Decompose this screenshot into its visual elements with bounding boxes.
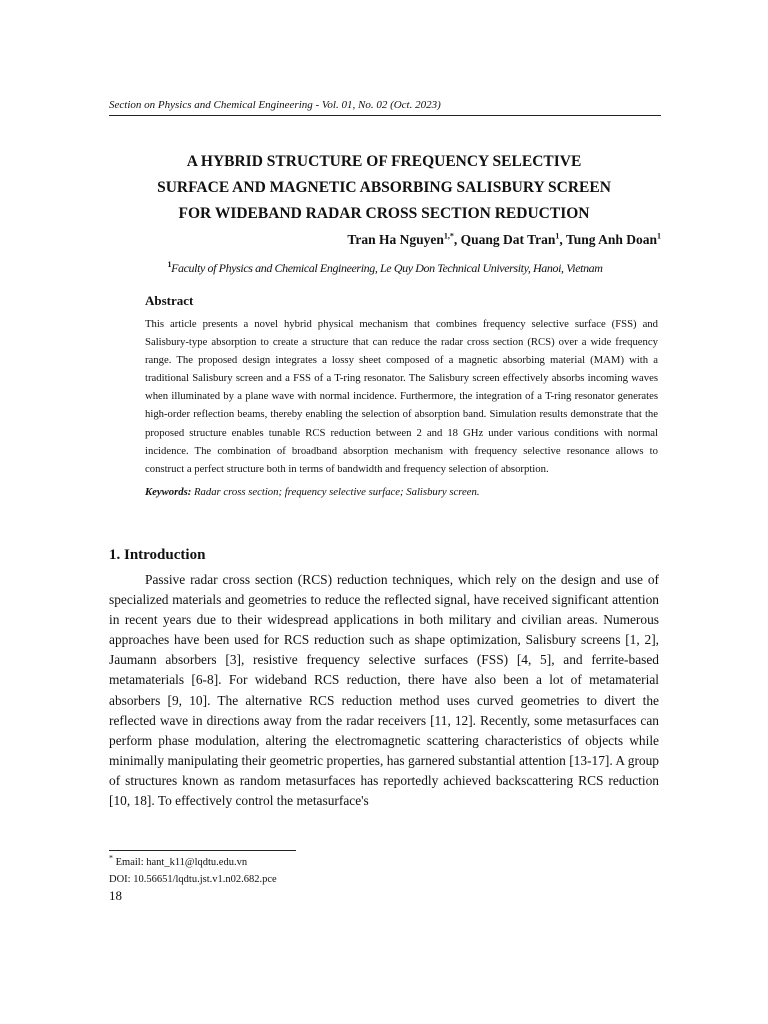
running-head: Section on Physics and Chemical Engineering - Vol. 01, No. 02 (Oct. 2023) bbox=[109, 99, 661, 116]
author-affiliation-mark: 1,* bbox=[443, 231, 454, 241]
footnote-email bbox=[109, 855, 247, 870]
author-list bbox=[109, 231, 661, 249]
footnote-divider bbox=[109, 850, 296, 851]
article-title: A HYBRID STRUCTURE OF FREQUENCY SELECTIVE SURFACE AND MAGNETIC ABSORBING SALISBURY SCREEN FOR WIDEBAND RADAR CROSS SECTION REDUCTION bbox=[157, 153, 611, 222]
introduction-paragraph: Passive radar cross section (RCS) reduction techniques, which rely on the design and use of specialized materials and geometries to reduce the reflected signal, have received significant attention in recent years due to their widespread applications in both military and civilian areas. Numerous approaches have been used for RCS reduction such as shape optimization, Salisbury screens [1, 2], Jaumann absorbers [3], resistive frequency selective surfaces (FSS) [4, 5], and ferrite-based metamaterials [6-8]. For wideband RCS reduction, there have also been a lot of metamaterial absorbers [9, 10]. The alternative RCS reduction method uses curved geometries to divert the reflected wave in directions away from the radar receivers [11, 12]. Recently, some metasurfaces can perform phase modulation, altering the electromagnetic scattering characteristics of objects while minimally manipulating their geometric properties, has garnered substantial attention [13-17]. A group of structures known as random metasurfaces has reportedly achieved backscattering RCS reduction [10, 18]. To effectively control the metasurface's bbox=[109, 572, 659, 809]
abstract-text: This article presents a novel hybrid physical mechanism that combines frequency selective surface (FSS) and Salisbury-type absorption to create a structure that can reduce the radar cross section (RCS) over a wide frequency range. The proposed design integrates a lossy sheet composed of a magnetic absorbing material (MAM) with a traditional Salisbury screen and a FSS of a T-ring resonator. The Salisbury screen effectively absorbs incoming waves when illuminated by a plane wave with normal incidence. Furthermore, the integration of a T-ring resonator generates high-order reflection beams, thereby enabling the selection of absorption band. Simulation results demonstrate that the proposed structure enables tunable RCS reduction between 2 and 18 GHz under various conditions with normal incidence. The combination of broadband absorption mechanism with frequency selective resonance allows to construct a perfect structure both in terms of bandwidth and frequency selection of absorption. bbox=[145, 318, 658, 475]
affiliation-mark: 1 bbox=[167, 260, 172, 269]
abstract-heading: Abstract bbox=[145, 293, 194, 308]
abstract-section bbox=[145, 293, 658, 500]
keywords-label: Keywords: bbox=[145, 485, 192, 498]
doi: DOI: 10.56651/lqdtu.jst.v1.n02.682.pce bbox=[109, 874, 277, 885]
keywords bbox=[145, 485, 658, 500]
author-name: Quang Dat Tran bbox=[460, 232, 556, 247]
corresponding-email: Email: hant_k11@lqdtu.edu.vn bbox=[115, 857, 248, 868]
affiliation-text: Faculty of Physics and Chemical Engineering, Le Quy Don Technical University, Hanoi, Vietnam bbox=[171, 261, 603, 275]
author-separator: , bbox=[453, 232, 461, 247]
keywords-text: Radar cross section; frequency selective surface; Salisbury screen. bbox=[193, 485, 480, 498]
footnote-mark: * bbox=[109, 853, 113, 863]
author-name: Tran Ha Nguyen bbox=[347, 232, 444, 247]
author-affiliation-mark: 1 bbox=[555, 231, 560, 241]
section-heading-introduction: 1. Introduction bbox=[109, 547, 206, 563]
page-number: 18 bbox=[109, 888, 122, 903]
author-affiliation-mark: 1 bbox=[657, 231, 661, 241]
author-name: Tung Anh Doan bbox=[565, 232, 657, 247]
author-separator: , bbox=[559, 232, 566, 247]
affiliation bbox=[109, 260, 661, 276]
